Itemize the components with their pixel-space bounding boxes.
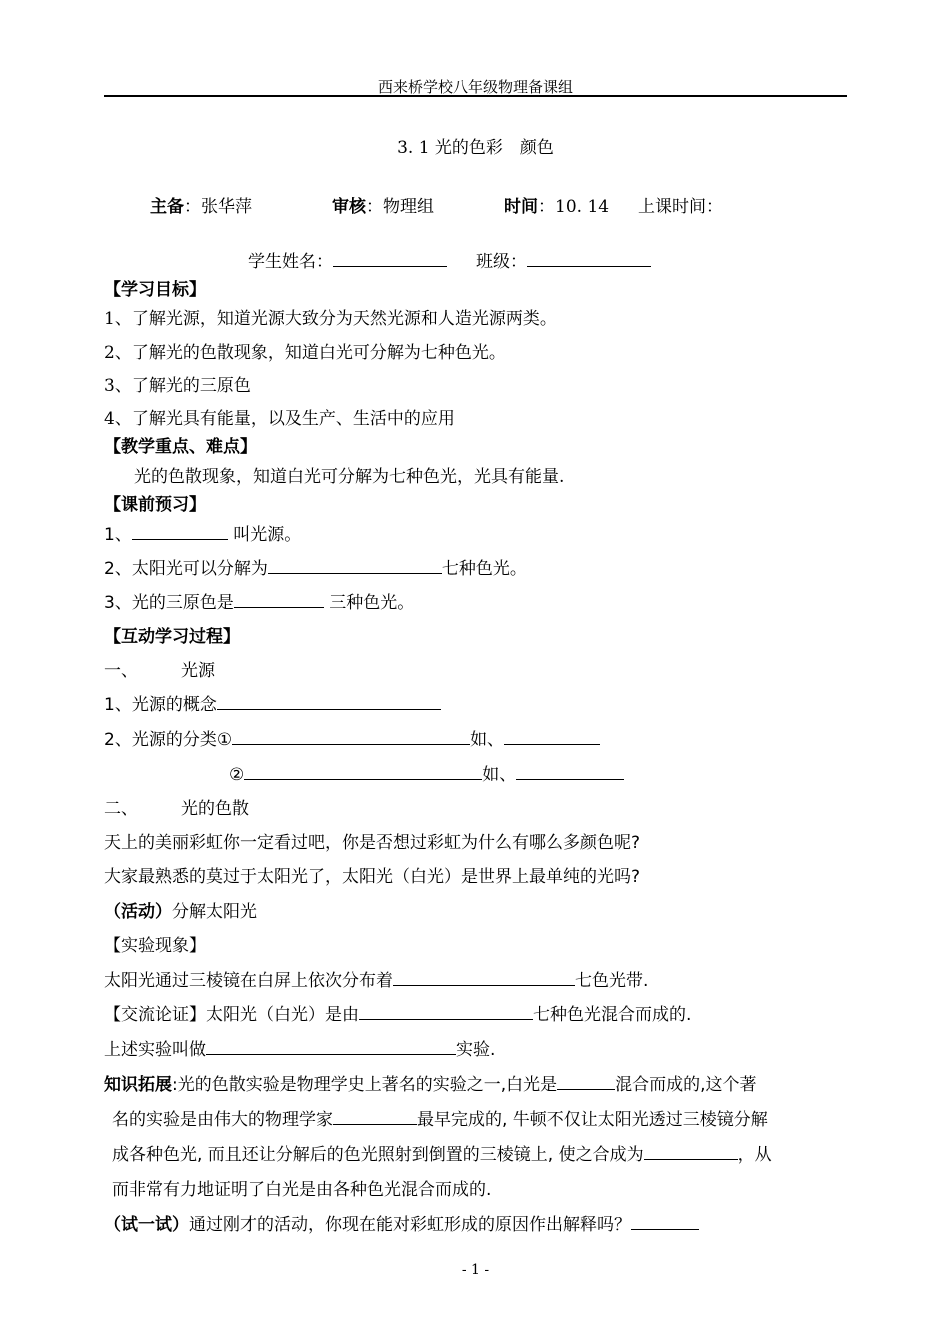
reviewer-label: 审核 xyxy=(332,197,366,217)
running-header: 西来桥学校八年级物理备课组 xyxy=(377,78,573,96)
phenomenon-text-b: 七色光带. xyxy=(575,971,649,991)
paragraph: 大家最熟悉的莫过于太阳光了，太阳光（白光）是世界上最单纯的光吗? xyxy=(104,867,641,887)
class-2-marker: ② xyxy=(229,765,245,785)
extension-label: 知识拓展 xyxy=(104,1075,172,1095)
light-source-class-1 xyxy=(104,725,600,750)
class-2-example-label: 如、 xyxy=(482,765,517,785)
header-rule xyxy=(104,95,847,97)
experiment-text-a: 上述实验叫做 xyxy=(104,1040,206,1060)
student-class-label: 班级： xyxy=(476,252,527,272)
phenomenon-heading: 【实验现象】 xyxy=(104,936,206,956)
class-time-field: 上课时间： xyxy=(638,197,723,217)
extension-line-2 xyxy=(112,1105,768,1130)
activity-label: （活动） xyxy=(104,902,172,922)
reviewer-field xyxy=(332,192,434,217)
preview-question-2 xyxy=(104,554,527,579)
author-label: 主备 xyxy=(150,197,184,217)
discussion-line xyxy=(104,1000,691,1025)
extension-blank-1[interactable] xyxy=(557,1071,615,1090)
time-field xyxy=(504,192,609,217)
extension-text: ，从 xyxy=(737,1145,772,1165)
section-1-number: 一、 xyxy=(104,661,138,681)
q2-blank[interactable] xyxy=(268,555,442,574)
author-value: ：张华萍 xyxy=(184,197,252,217)
class-2-blank[interactable] xyxy=(244,761,482,780)
extension-line-3 xyxy=(112,1140,772,1165)
concept-blank[interactable] xyxy=(217,691,441,710)
student-name-line xyxy=(248,247,447,272)
section-2-title: 光的色散 xyxy=(181,799,249,819)
key-points-heading: 【教学重点、难点】 xyxy=(104,437,257,457)
extension-line-1 xyxy=(104,1070,757,1095)
phenomenon-text-a: 太阳光通过三棱镜在白屏上依次分布着 xyxy=(104,971,393,991)
class-1-blank[interactable] xyxy=(232,726,470,745)
q2-text-a: 2、太阳光可以分解为 xyxy=(104,559,268,579)
class-1-text: 2、光源的分类① xyxy=(104,730,233,750)
concept-text: 1、光源的概念 xyxy=(104,695,217,715)
q3-text-a: 3、光的三原色是 xyxy=(104,593,234,613)
class-1-example-label: 如、 xyxy=(470,730,505,750)
student-class-blank[interactable] xyxy=(527,248,651,267)
objective-item: 2、了解光的色散现象，知道白光可分解为七种色光。 xyxy=(104,343,506,363)
process-heading: 【互动学习过程】 xyxy=(104,627,240,647)
reviewer-value: ：物理组 xyxy=(366,197,434,217)
class-1-example-blank[interactable] xyxy=(504,726,600,745)
experiment-line xyxy=(104,1035,495,1060)
objective-item: 1、了解光源，知道光源大致分为天然光源和人造光源两类。 xyxy=(104,309,557,329)
preview-question-3 xyxy=(104,588,414,613)
discussion-text-b: 七种色光混合而成的. xyxy=(533,1005,692,1025)
page-title: 3. 1 光的色彩 颜色 xyxy=(397,138,554,158)
activity-text: 分解太阳光 xyxy=(172,902,257,922)
activity-line xyxy=(104,897,257,922)
light-source-concept xyxy=(104,690,441,715)
discussion-blank[interactable] xyxy=(359,1001,533,1020)
extension-text: :光的色散实验是物理学史上著名的实验之一,白光是 xyxy=(172,1075,558,1095)
try-label: （试一试） xyxy=(104,1215,189,1235)
q3-blank[interactable] xyxy=(234,589,324,608)
key-points-text: 光的色散现象，知道白光可分解为七种色光，光具有能量. xyxy=(134,467,565,487)
paragraph: 天上的美丽彩虹你一定看过吧，你是否想过彩虹为什么有哪么多颜色呢? xyxy=(104,833,641,853)
q1-text: 叫光源。 xyxy=(233,525,302,545)
try-text: 通过刚才的活动，你现在能对彩虹形成的原因作出解释吗？ xyxy=(189,1215,631,1235)
objective-item: 3、了解光的三原色 xyxy=(104,376,251,396)
light-source-class-2 xyxy=(229,760,624,785)
phenomenon-blank[interactable] xyxy=(393,967,575,986)
student-name-blank[interactable] xyxy=(333,248,447,267)
author-field xyxy=(150,192,252,217)
extension-blank-3[interactable] xyxy=(644,1141,738,1160)
discussion-text-a: 【交流论证】太阳光（白光）是由 xyxy=(104,1005,359,1025)
page-number: - 1 - xyxy=(461,1262,490,1278)
extension-text: 最早完成的, 牛顿不仅让太阳光透过三棱镜分解 xyxy=(417,1110,768,1130)
objective-item: 4、了解光具有能量，以及生产、生活中的应用 xyxy=(104,409,455,429)
section-1-title: 光源 xyxy=(181,661,215,681)
objectives-heading: 【学习目标】 xyxy=(104,280,206,300)
preview-heading: 【课前预习】 xyxy=(104,495,206,515)
extension-blank-2[interactable] xyxy=(333,1106,417,1125)
student-class-line xyxy=(476,247,651,272)
section-2-number: 二、 xyxy=(104,799,138,819)
q1-number: 1、 xyxy=(104,525,132,545)
try-blank[interactable] xyxy=(631,1211,699,1230)
extension-text: 混合而成的,这个著 xyxy=(615,1075,757,1095)
q2-text-b: 七种色光。 xyxy=(441,559,527,579)
time-label: 时间 xyxy=(504,197,538,217)
time-value: ：10. 14 xyxy=(538,197,610,217)
experiment-text-b: 实验. xyxy=(456,1040,496,1060)
q1-blank[interactable] xyxy=(132,521,228,540)
try-line xyxy=(104,1210,699,1235)
phenomenon-line xyxy=(104,966,648,991)
experiment-blank[interactable] xyxy=(206,1036,456,1055)
extension-text: 名的实验是由伟大的物理学家 xyxy=(112,1110,333,1130)
extension-text: 成各种色光, 而且还让分解后的色光照射到倒置的三棱镜上, 使之合成为 xyxy=(112,1145,644,1165)
preview-question-1 xyxy=(104,520,301,545)
extension-line-4: 而非常有力地证明了白光是由各种色光混合而成的. xyxy=(112,1180,492,1200)
student-name-label: 学生姓名： xyxy=(248,252,333,272)
class-2-example-blank[interactable] xyxy=(516,761,624,780)
q3-text-b: 三种色光。 xyxy=(329,593,415,613)
